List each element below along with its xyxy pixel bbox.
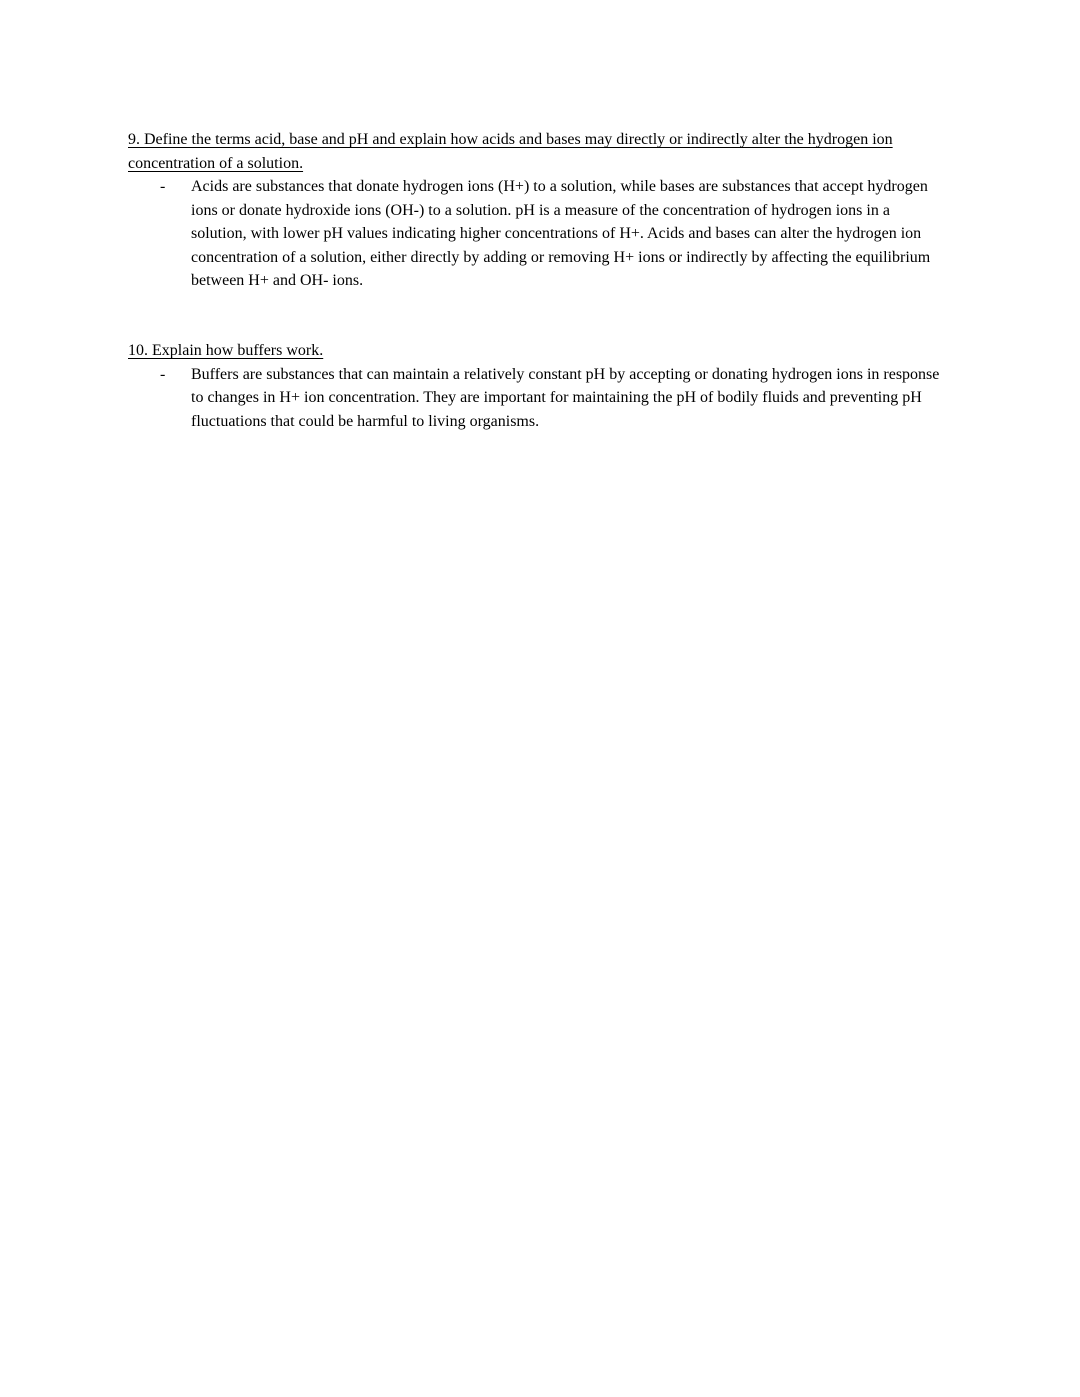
question-10-title: 10. Explain how buffers work. xyxy=(128,342,324,359)
question-10-block xyxy=(128,339,947,433)
blank-line-spacer xyxy=(128,316,947,340)
question-9-answer-row xyxy=(128,175,947,293)
bullet-dash: - xyxy=(160,178,166,195)
question-10-answer-text: Buffers are substances that can maintain a relatively constant pH by accepting or donating hydrogen ions in response to changes in H+ ion concentration. They are important for maintaining the pH of bodily fluids and preventing pH fluctuations that could be harmful to living organisms. xyxy=(191,365,940,430)
question-10-answer-row xyxy=(128,363,947,434)
question-9-block xyxy=(128,128,947,293)
question-9-title: 9. Define the terms acid, base and pH and explain how acids and bases may directly or indirectly alter the hydrogen ion concentration of a solution. xyxy=(128,131,893,172)
bullet-dash: - xyxy=(160,365,166,383)
question-9-answer-text: Acids are substances that donate hydrogen ions (H+) to a solution, while bases are substances that accept hydrogen ions or donate hydroxide ions (OH-) to a solution. pH is a measure of the concentration of hydrogen ions in a solution, with lower pH values indicating higher concentrations of H+. Acids and bases can alter the hydrogen ion concentration of a solution, either directly by adding or removing H+ ions or indirectly by affecting the equilibrium between H+ and OH- ions. xyxy=(191,178,931,289)
